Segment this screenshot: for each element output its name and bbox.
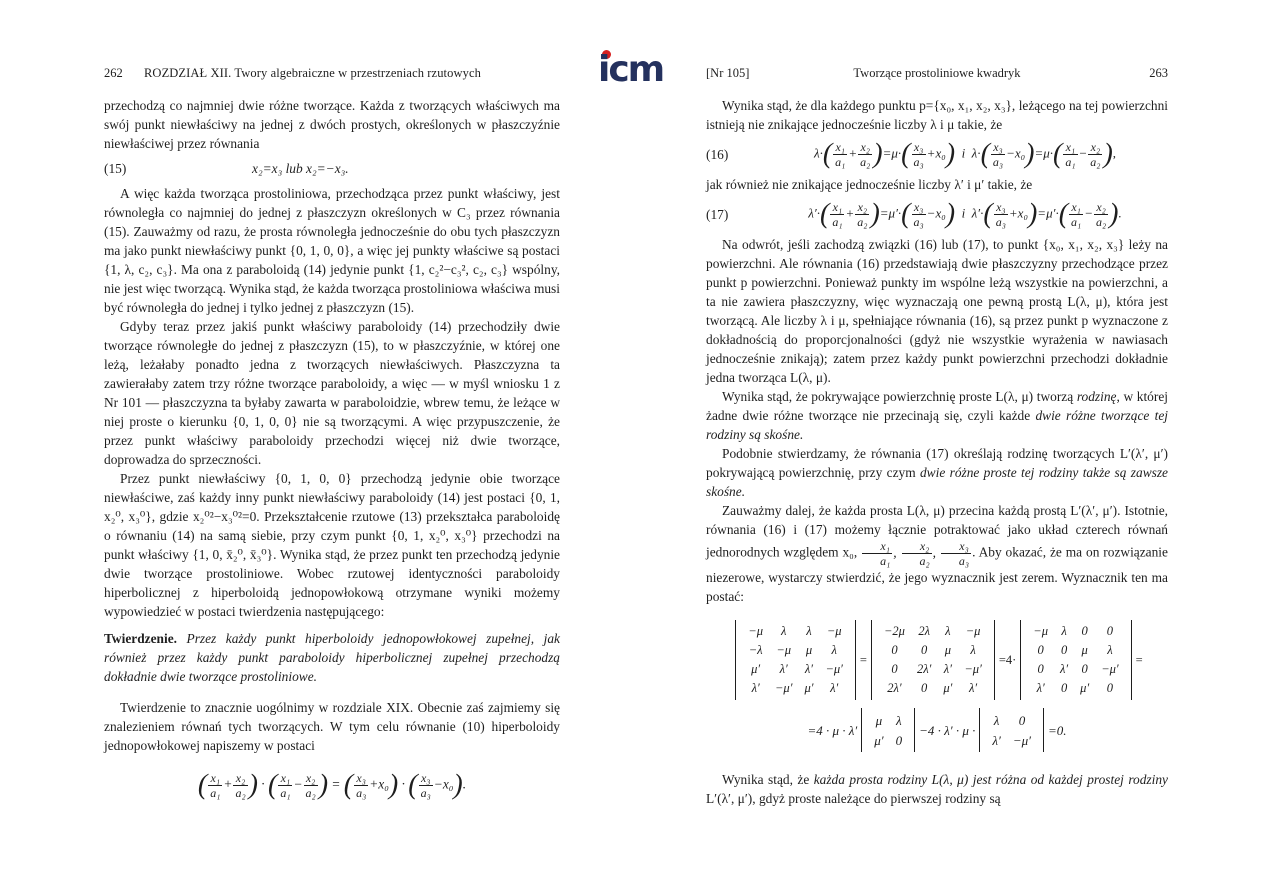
text-run: Podobnie stwierdzamy, że równania (17) określają rodzinę tworzących L′(λ′, μ′) pokrywającą powierzchnię, przy czym (706, 446, 1168, 480)
text-run-italic: dwie różne proste tej rodziny także są zawsze skośne. (706, 465, 1168, 499)
left-page-body (104, 96, 560, 806)
left-page-header (104, 66, 560, 84)
left-page (104, 0, 560, 894)
det-prefix: =4 · μ · λ′ (807, 722, 858, 738)
right-page-body (706, 96, 1168, 808)
paragraph: Zauważmy dalej, że każda prosta L(λ, μ) przecina każdą prostą L′(λ′, μ′). Istotnie, równania (16) i (17) możemy łącznie potraktować jako układ czterech równań jednorodnych względem x₀, $\frac{\text{x₁}}{\text{a₁}}$ , $\frac{\text{x₂}}{\text{a₂}}$ , $\frac{\text{x₃}}{\text{a₃}}$ . Aby okazać, że ma on rozwiązanie niezerowe, wystarczy stwierdzić, że jego wyznacznik jest zerem. Wyznacznik ten ma postać: (706, 503, 1168, 604)
text-run: L′(λ′, μ′), gdyż proste należące do pierwszej rodziny są (706, 791, 1001, 806)
det-mid: −4 · λ′ · μ · (919, 722, 976, 738)
paragraph (706, 387, 1168, 444)
determinant-1: −μ λ λ −μ −λ −μ μ λ μ′ λ′ λ′ −μ′ λ′ −μ′ μ′ λ′ (735, 620, 856, 700)
determinant-4: μ λ μ′ 0 (861, 708, 915, 752)
right-page (706, 0, 1168, 894)
determinant-equation: −μ λ λ −μ −λ −μ μ λ μ′ λ′ λ′ −μ′ λ′ −μ′ μ′ λ′ = −2μ 2λ λ −μ 0 0 μ λ 0 2λ′ λ′ −μ′ 2λ′ 0 μ′ λ′ =4· −μ λ 0 0 0 0 μ λ 0 λ′ 0 −μ′ λ′ 0 μ′ 0 = (706, 620, 1168, 700)
paragraph: Twierdzenie to znacznie uogólnimy w rozdziale XIX. Obecnie zaś zajmiemy się znalezieniem równań tych tworzących. W tym celu równanie (10) hiperboloidy jednopowłokowej napiszemy w postaci (104, 700, 560, 753)
page-number: 263 (1149, 66, 1168, 80)
theorem-heading: Twierdzenie. (104, 631, 178, 646)
equation-16: (16) λ·( $\frac{\text{x₁}}{\text{a₁}}$ + $\frac{\text{x₂}}{\text{a₂}}$ )=μ·( $\frac{\text{x₃}}{\text{a₃}}$ +x₀) i λ·( $\frac{\text{x₃}}{\text{a₃}}$ −x₀)=μ·( $\frac{\text{x₁}}{\text{a₁}}$ − $\frac{\text{x₂}}{\text{a₂}}$ ), (706, 138, 1117, 170)
icm-logo (598, 49, 666, 90)
paragraph (706, 444, 1168, 501)
text-run-italic: dwie różne tworzące tej rodziny są skośne. (706, 408, 1168, 442)
theorem-body: Przez każdy punkt hiperboloidy jednopowłokowej zupełnej, jak również przez każdy punkt paraboloidy hiperbolicznej zupełnej przechodzą dokładnie dwie tworzące prostoliniowe. (104, 631, 560, 684)
paragraph: Na odwrót, jeśli zachodzą związki (16) lub (17), to punkt {x₀, x₁, x₂, x₃} leży na powierzchni. Ale równania (16) przedstawiają dwie płaszczyzny przechodzące przez punkt p powierzchni. Ponieważ punkty im wspólne leżą wszystkie na powierzchni, a ta nie zawiera płaszczyzny, więc wyznaczają one pewną prostą L(λ, μ), która jest tworzącą. Ale liczby λ i μ, spełniające równania (16), są przez punkt p wyznaczone z dokładnością do proporcjonalności (gdyż nie wszystkie wyrażenia w nawiasach jednocześnie znikają); zatem przez każdy punkt powierzchni przechodzi dokładnie jedna tworząca L(λ, μ). (706, 237, 1168, 385)
text-run: , w której żadne dwie różne tworzące nie przecinają się, czyli każde (706, 389, 1168, 423)
page-number: 262 (104, 66, 123, 80)
equation-number: (17) (706, 207, 729, 222)
determinant-3: −μ λ 0 0 0 0 μ λ 0 λ′ 0 −μ′ λ′ 0 μ′ 0 (1020, 620, 1131, 700)
equation-hyperboloid: ( $\frac{\text{x₁}}{\text{a₁}}$ + $\frac{\text{x₂}}{\text{a₂}}$ ) · ( $\frac{\text{x₁}}{\text{a₁}}$ − $\frac{\text{x₂}}{\text{a₂}}$ ) = ( $\frac{\text{x₃}}{\text{a₃}}$ +x₀) · ( $\frac{\text{x₃}}{\text{a₃}}$ −x₀). (197, 769, 467, 801)
equation-body: x₂=x₃ lub x₂=−x₃. (252, 161, 349, 176)
logo-text: icm (598, 49, 664, 90)
text-run-italic: każda prosta rodziny L(λ, μ) jest różna od każdej prostej rodziny (813, 772, 1169, 787)
right-page-header (706, 66, 1168, 84)
determinant-equation-2 (706, 708, 1168, 752)
paragraph: przechodzą co najmniej dwie różne tworzące. Każda z tworzących właściwych ma swój punkt niewłaściwy na jednej z dwóch prostych, określonych w płaszczyźnie niewłaściwej przez równania (104, 98, 560, 151)
equation-17: (17) λ′·( $\frac{\text{x₁}}{\text{a₁}}$ + $\frac{\text{x₂}}{\text{a₂}}$ )=μ′·( $\frac{\text{x₃}}{\text{a₃}}$ −x₀) i λ′·( $\frac{\text{x₃}}{\text{a₃}}$ +x₀)=μ′·( $\frac{\text{x₁}}{\text{a₁}}$ − $\frac{\text{x₂}}{\text{a₂}}$ ). (706, 198, 1122, 230)
equation-number: (16) (706, 147, 729, 162)
section-label: [Nr 105] (706, 66, 750, 80)
paragraph (706, 770, 1168, 808)
equation-15 (104, 159, 560, 178)
theorem (104, 629, 560, 686)
text-run: . Aby okazać, że ma on rozwiązanie niezerowe, wystarczy stwierdzić, że jego wyznacznik jest zerem. Wyznacznik ten ma postać: (706, 544, 1168, 604)
text-run: Wynika stąd, że (722, 772, 814, 787)
paragraph: jak również nie znikające jednocześnie liczby λ′ i μ′ takie, że (706, 177, 1033, 192)
paragraph: A więc każda tworząca prostoliniowa, przechodząca przez punkt właściwy, jest równoległa co najmniej do jednej z płaszczyzn określonych w C₃ przez równania (15). Zauważmy od razu, że prosta równoległa jednocześnie do obu tych płaszczyzn ma jako punkt niewłaściwy punkt {0, 1, 0, 0}, a więc jej punkty właściwe są postaci {1, λ, c₂, c₃}. Ma ona z paraboloidą (14) jedynie punkt {1, c₂²−c₃², c₂, c₃} wspólny, nie jest więc tworzącą. Wynika stąd, że każda tworząca prostoliniowa właściwa musi być równoległa do jednej i tylko jednej z płaszczyzn (15). (104, 186, 560, 315)
det-result: =0. (1048, 722, 1067, 738)
determinant-2: −2μ 2λ λ −μ 0 0 μ λ 0 2λ′ λ′ −μ′ 2λ′ 0 μ′ λ′ (871, 620, 995, 700)
running-title: ROZDZIAŁ XII. Twory algebraiczne w przestrzeniach rzutowych (144, 66, 481, 80)
paragraph: Wynika stąd, że dla każdego punktu p={x₀, x₁, x₂, x₃}, leżącego na tej powierzchni istnieją nie znikające jednocześnie liczby λ i μ takie, że (706, 98, 1168, 132)
paragraph: Gdyby teraz przez jakiś punkt właściwy paraboloidy (14) przechodziły dwie tworzące równoległe do jednej z płaszczyzn (15), to w płaszczyźnie, w której one leżą, leżałaby ponadto jedna z tworzących niewłaściwych. Płaszczyzna ta zawierałaby zatem trzy różne tworzące paraboloidy, a więc — w myśl wniosku 1 z Nr 101 — płaszczyzna ta byłaby zawarta w paraboloidzie, wbrew temu, że leżące w niej proste o kierunku {0, 1, 0, 0} nie są tworzącymi. A więc przypuszczenie, że przez punkt właściwy paraboloidy przechodzi więcej niż dwie tworzące, doprowadza do sprzeczności. (104, 319, 560, 467)
equation-number: (15) (104, 161, 127, 176)
determinant-5: λ 0 λ′ −μ′ (979, 708, 1044, 752)
text-run: Zauważmy dalej, że każda prosta L(λ, μ) przecina każdą prostą L′(λ′, μ′). Istotnie, równania (16) i (17) możemy łącznie potraktować jako układ czterech równań jednorodnych względem x₀, (706, 503, 1168, 560)
paragraph: Przez punkt niewłaściwy {0, 1, 0, 0} przechodzą jedynie obie tworzące niewłaściwe, zaś każdy inny punkt niewłaściwy paraboloidy (14) jest postaci {0, 1, x₂⁰, x₃⁰}, gdzie x₂⁰²−x₃⁰²=0. Przekształcenie rzutowe (13) przekształca paraboloidę o równaniu (14) na samą siebie, przy czym punkt {0, 1, x₂⁰, x₃⁰} przechodzi na punkt właściwy {1, 0, x̄₂⁰, x̄₃⁰}. Wynika stąd, że przez punkt ten przechodzą jedynie dwie tworzące prostoliniowe. Wobec rzutowej identyczności paraboloidy hiperbolicznej z hiperboloidą jednopowłokową otrzymane wyniki możemy wypowiedzieć w postaci twierdzenia następującego: (104, 471, 560, 619)
text-run-italic: rodzinę (1076, 389, 1117, 404)
det-factor: =4· (998, 652, 1017, 667)
running-title: Tworzące prostoliniowe kwadryk (853, 66, 1021, 80)
text-run: Wynika stąd, że pokrywające powierzchnię proste L(λ, μ) tworzą (722, 389, 1077, 404)
